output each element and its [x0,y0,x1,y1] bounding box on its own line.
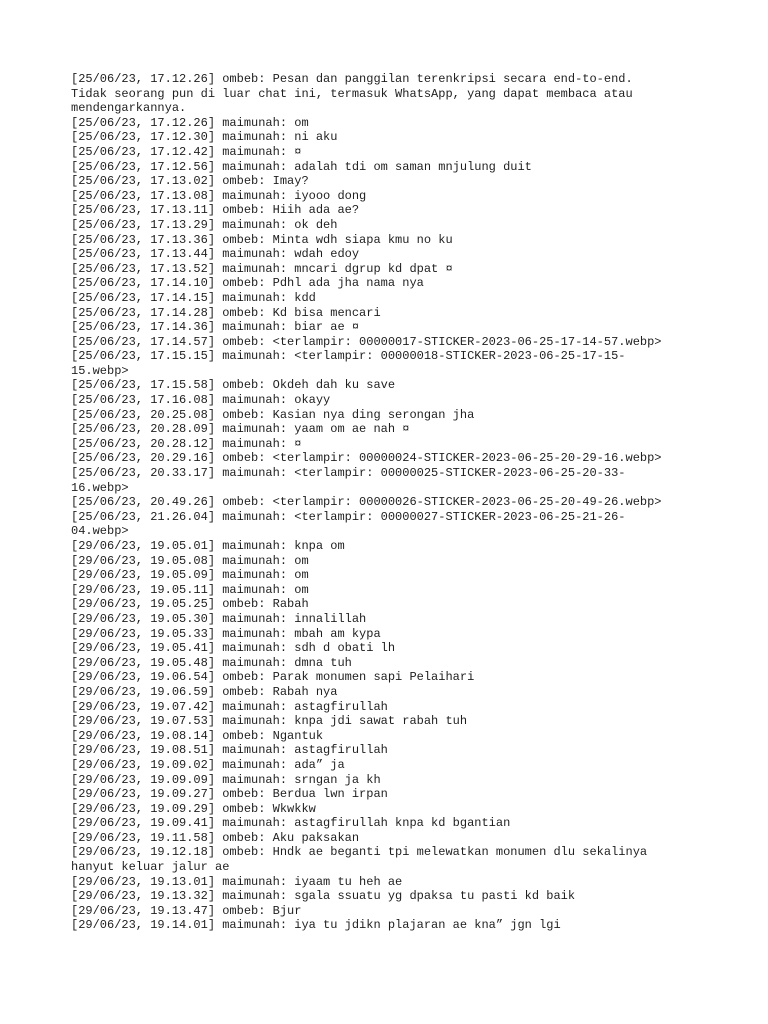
transcript-line: [29/06/23, 19.09.29] ombeb: Wkwkkw [71,801,316,816]
transcript-line: [29/06/23, 19.05.48] maimunah: dmna tuh [71,655,352,670]
transcript-line: 04.webp> [71,524,129,539]
transcript-line: [25/06/23, 17.12.56] maimunah: adalah tdi om saman mnjulung duit [71,159,532,174]
transcript-line: [25/06/23, 17.12.26] maimunah: om [71,115,309,130]
transcript-line: [29/06/23, 19.06.54] ombeb: Parak monumen sapi Pelaihari [71,670,475,685]
transcript-line: [25/06/23, 17.12.30] maimunah: ni aku [71,130,338,145]
transcript-line: [25/06/23, 17.14.10] ombeb: Pdhl ada jha nama nya [71,276,424,291]
transcript-line: 16.webp> [71,480,129,495]
transcript-line: [25/06/23, 20.28.12] maimunah: ¤ [71,436,302,451]
transcript-line: [29/06/23, 19.05.25] ombeb: Rabah [71,597,309,612]
transcript-line: [25/06/23, 20.28.09] maimunah: yaam om ae nah ¤ [71,422,410,437]
transcript-line: [25/06/23, 17.13.44] maimunah: wdah edoy [71,247,360,262]
transcript-line: mendengarkannya. [71,101,187,116]
transcript-line: [25/06/23, 17.14.28] ombeb: Kd bisa mencari [71,305,381,320]
transcript-line: [29/06/23, 19.07.42] maimunah: astagfirullah [71,699,388,714]
transcript-line: [25/06/23, 20.33.17] maimunah: <terlampir: 00000025-STICKER-2023-06-25-20-33- [71,466,626,481]
transcript-line: [25/06/23, 17.13.29] maimunah: ok deh [71,217,338,232]
transcript-line: [29/06/23, 19.09.02] maimunah: ada” ja [71,757,345,772]
transcript-line: [29/06/23, 19.05.41] maimunah: sdh d obati lh [71,641,396,656]
transcript-line: [25/06/23, 17.13.02] ombeb: Imay? [71,174,309,189]
transcript-line: [25/06/23, 17.13.52] maimunah: mncari dgrup kd dpat ¤ [71,261,453,276]
transcript-line: [25/06/23, 17.13.36] ombeb: Minta wdh siapa kmu no ku [71,232,453,247]
transcript-line: [25/06/23, 17.12.26] ombeb: Pesan dan panggilan terenkripsi secara end-to-end. [71,72,633,86]
transcript-line: [29/06/23, 19.05.08] maimunah: om [71,553,309,568]
transcript-line: [29/06/23, 19.08.51] maimunah: astagfirullah [71,743,388,758]
transcript-line: [25/06/23, 17.14.57] ombeb: <terlampir: 00000017-STICKER-2023-06-25-17-14-57.webp> [71,334,662,349]
transcript-line: [29/06/23, 19.13.47] ombeb: Bjur [71,903,302,918]
transcript-line: [25/06/23, 17.14.15] maimunah: kdd [71,290,316,305]
transcript-line: [25/06/23, 20.25.08] ombeb: Kasian nya ding serongan jha [71,407,475,422]
transcript-line: hanyut keluar jalur ae [71,860,230,875]
transcript-line: [29/06/23, 19.08.14] ombeb: Ngantuk [71,728,324,743]
transcript-line: [29/06/23, 19.05.01] maimunah: knpa om [71,539,345,553]
transcript-line: [25/06/23, 21.26.04] maimunah: <terlampir: 00000027-STICKER-2023-06-25-21-26- [71,509,626,524]
transcript-line: [25/06/23, 17.16.08] maimunah: okayy [71,393,331,408]
transcript-line: [29/06/23, 19.07.53] maimunah: knpa jdi sawat rabah tuh [71,714,468,729]
transcript-line: [29/06/23, 19.11.58] ombeb: Aku paksakan [71,830,360,845]
transcript-line: [29/06/23, 19.14.01] maimunah: iya tu jdikn plajaran ae kna” jgn lgi [71,918,561,933]
transcript-line: [29/06/23, 19.13.01] maimunah: iyaam tu heh ae [71,874,403,889]
transcript-line: [25/06/23, 17.13.11] ombeb: Hiih ada ae? [71,203,360,218]
transcript-line: [29/06/23, 19.05.33] maimunah: mbah am kypa [71,626,381,641]
transcript-line: [25/06/23, 17.15.15] maimunah: <terlampir: 00000018-STICKER-2023-06-25-17-15- [71,349,626,364]
transcript-line: [25/06/23, 17.15.58] ombeb: Okdeh dah ku save [71,378,396,393]
transcript-line: [29/06/23, 19.12.18] ombeb: Hndk ae beganti tpi melewatkan monumen dlu sekalinya [71,845,648,860]
transcript-line: [29/06/23, 19.05.11] maimunah: om [71,582,309,597]
transcript-line: [29/06/23, 19.09.09] maimunah: srngan ja kh [71,772,381,787]
transcript-line: [25/06/23, 17.13.08] maimunah: iyooo dong [71,188,367,203]
transcript-line: [29/06/23, 19.05.09] maimunah: om [71,568,309,583]
transcript-line: [25/06/23, 20.29.16] ombeb: <terlampir: 00000024-STICKER-2023-06-25-20-29-16.webp> [71,451,662,466]
transcript-line: [29/06/23, 19.05.30] maimunah: innalillah [71,611,367,626]
transcript-line: [29/06/23, 19.09.41] maimunah: astagfirullah knpa kd bgantian [71,816,511,831]
transcript-line: [29/06/23, 19.13.32] maimunah: sgala ssuatu yg dpaksa tu pasti kd baik [71,889,576,904]
transcript-line: [29/06/23, 19.09.27] ombeb: Berdua lwn irpan [71,787,388,802]
transcript-line: 15.webp> [71,363,129,378]
transcript-line: [29/06/23, 19.06.59] ombeb: Rabah nya [71,684,338,699]
transcript-line: [25/06/23, 20.49.26] ombeb: <terlampir: 00000026-STICKER-2023-06-25-20-49-26.webp> [71,495,662,510]
transcript-line: Tidak seorang pun di luar chat ini, termasuk WhatsApp, yang dapat membaca atau [71,86,633,101]
chat-transcript [71,72,711,933]
transcript-line: [25/06/23, 17.14.36] maimunah: biar ae ¤ [71,320,360,335]
transcript-line: [25/06/23, 17.12.42] maimunah: ¤ [71,144,302,159]
